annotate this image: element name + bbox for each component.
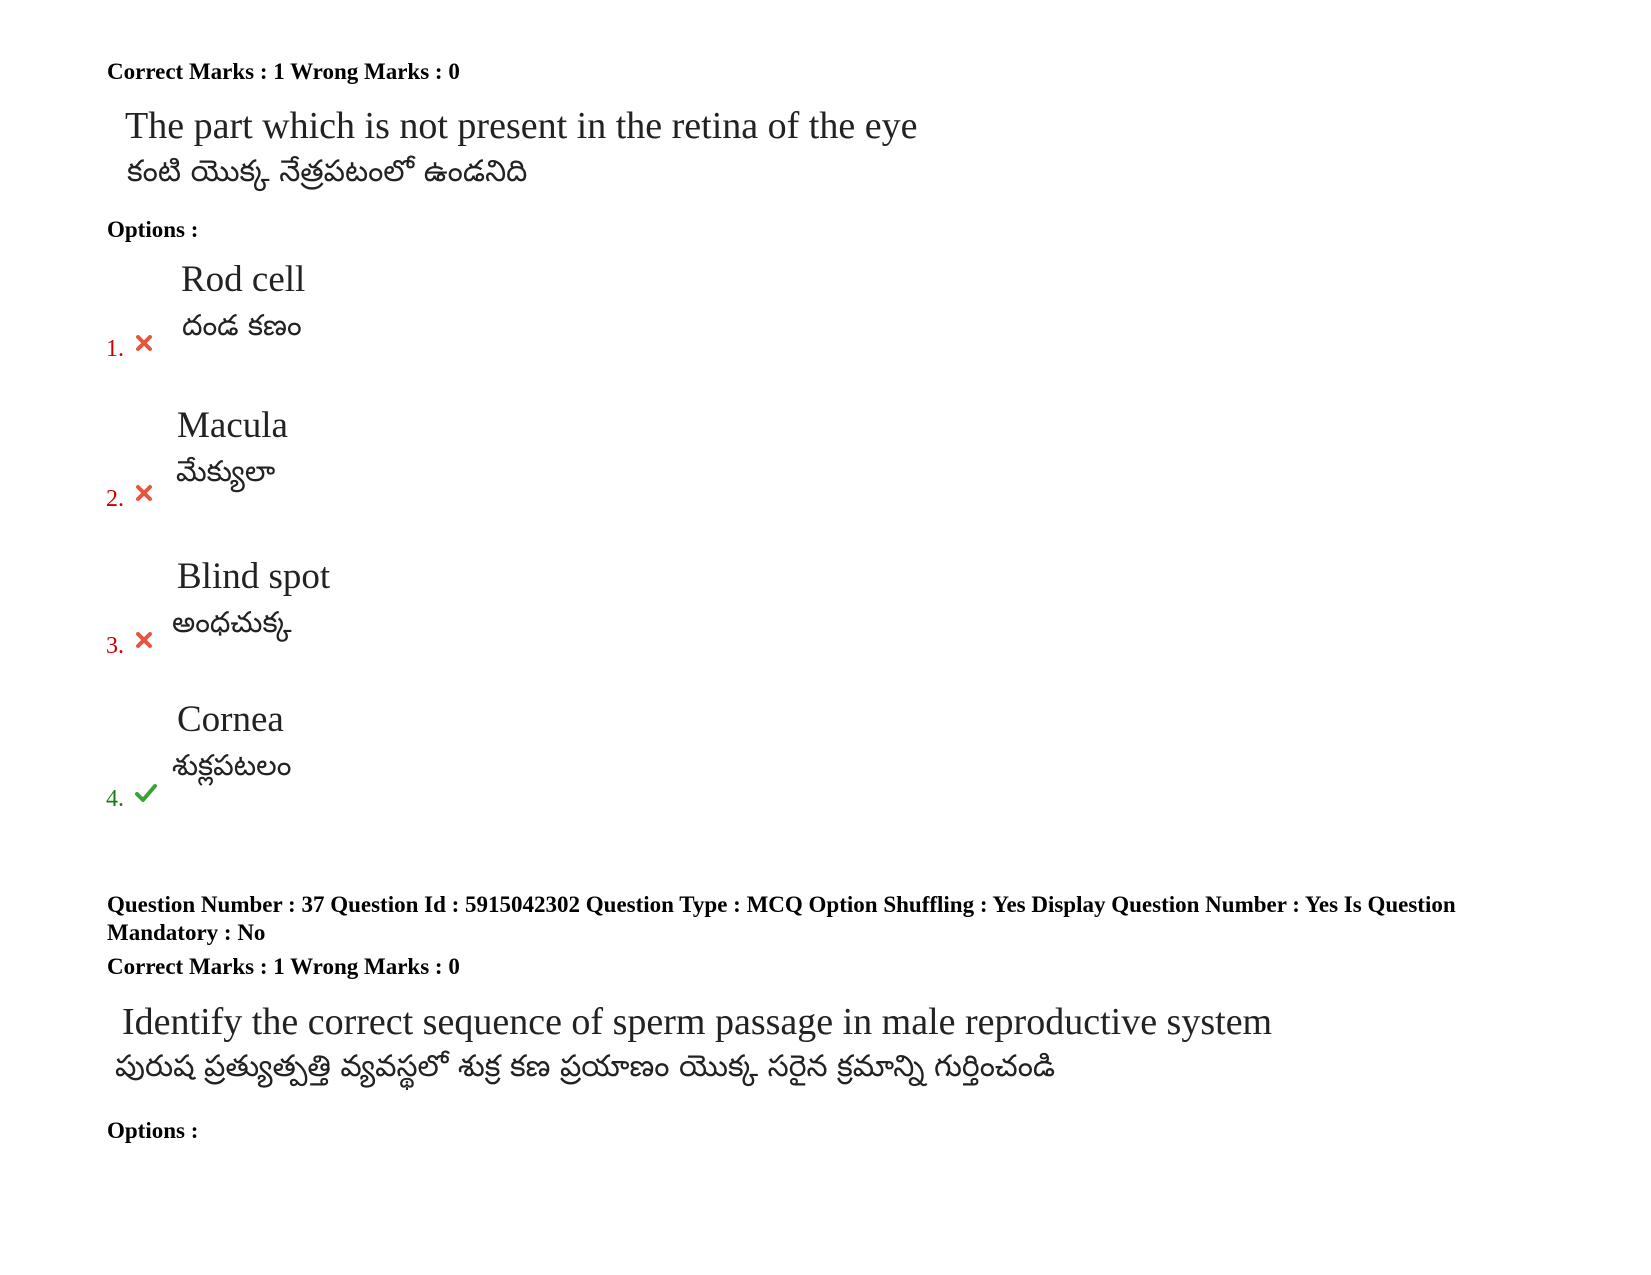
marks-line: Correct Marks : 1 Wrong Marks : 0 [107, 954, 460, 979]
options-label: Options : [107, 217, 199, 242]
option-2-english: Macula [177, 405, 288, 446]
option-1-english: Rod cell [181, 259, 306, 300]
cross-icon [134, 333, 154, 353]
question-text-english: Identify the correct sequence of sperm passage in male reproductive system [122, 1001, 1273, 1043]
option-3-english: Blind spot [177, 556, 331, 597]
option-2-telugu: మేక్యులా [176, 454, 276, 488]
check-icon [134, 782, 158, 804]
question-text-telugu: కంటి యొక్క నేత్రపటంలో ఉండనిది [127, 154, 528, 189]
option-3-number: 3. [106, 633, 124, 659]
cross-icon [134, 630, 154, 650]
question-meta: Question Number : 37 Question Id : 5915042302 Question Type : MCQ Option Shuffling : Yes Display Question Number : Yes Is Question Mandatory : No [107, 892, 1456, 945]
option-1-telugu: దండ కణం [182, 308, 302, 342]
options-label: Options : [107, 1118, 199, 1143]
option-4-telugu: శుక్లపటలం [172, 748, 292, 782]
question-text-english: The part which is not present in the retina of the eye [125, 105, 918, 147]
cross-icon [134, 483, 154, 503]
option-4-english: Cornea [177, 699, 284, 740]
question-text-telugu: పురుష ప్రత్యుత్పత్తి వ్యవస్థలో శుక్ర కణ ప్రయాణం యొక్క సరైన క్రమాన్ని గుర్తించండి [115, 1049, 1056, 1084]
option-3-telugu: అంధచుక్క [172, 605, 292, 639]
option-4-number: 4. [106, 786, 124, 812]
option-1-number: 1. [106, 336, 124, 362]
option-2-number: 2. [106, 486, 124, 512]
marks-line: Correct Marks : 1 Wrong Marks : 0 [107, 59, 460, 84]
